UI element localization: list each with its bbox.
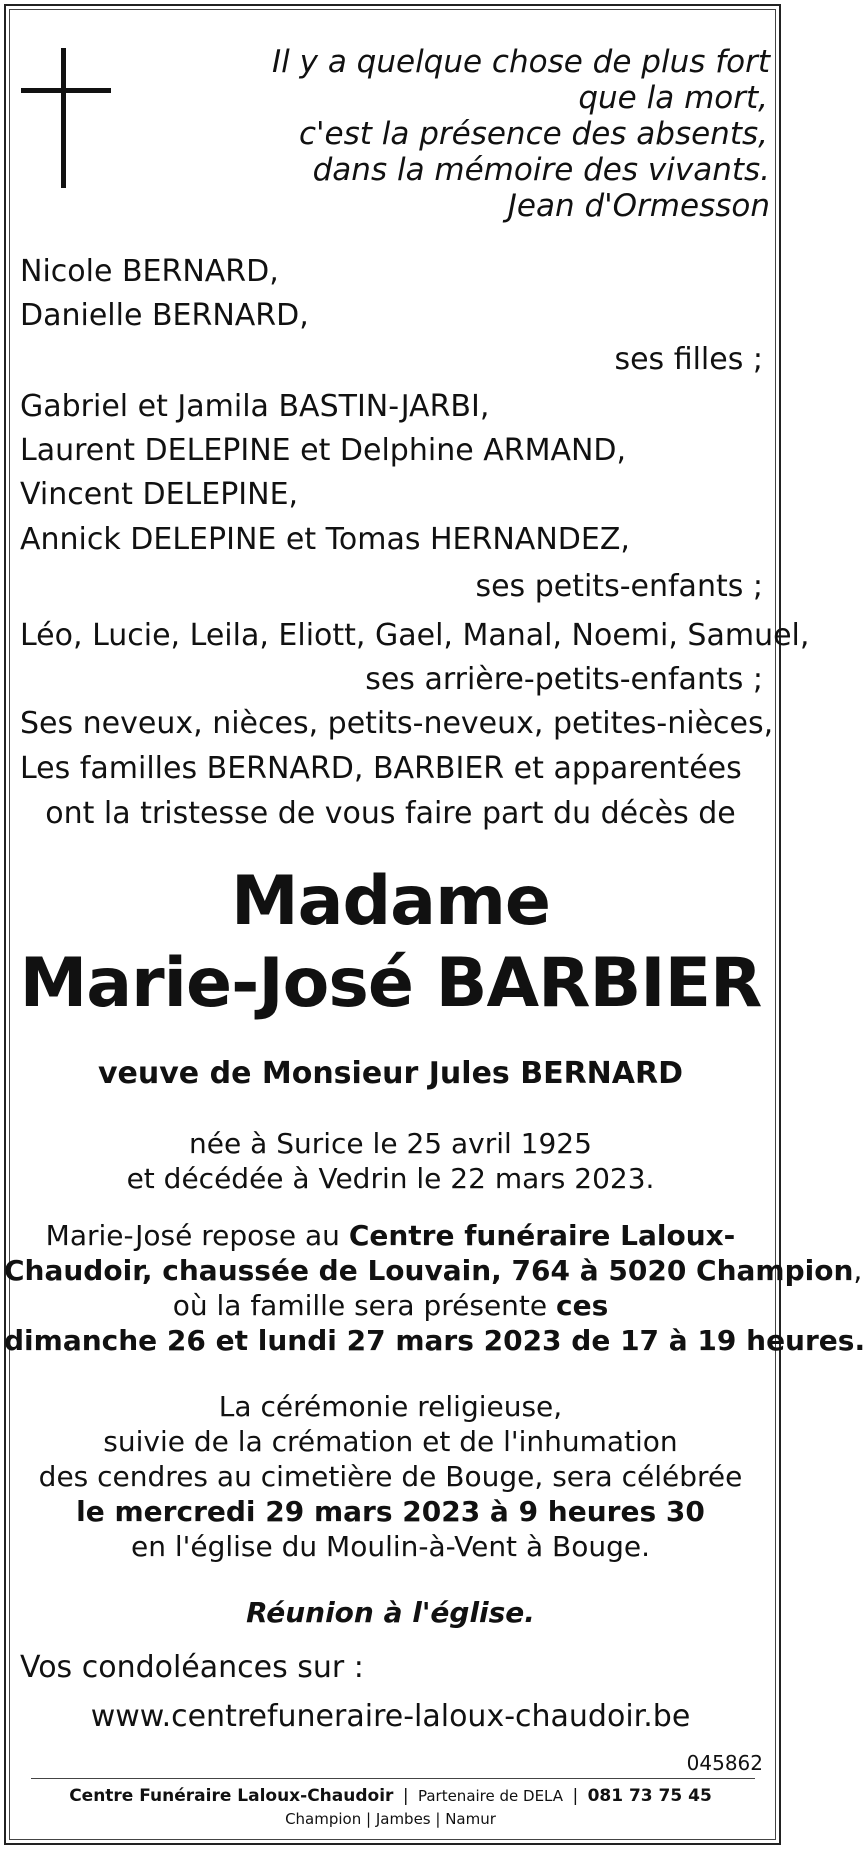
family-member: Léo, Lucie, Leila, Eliott, Gael, Manal, Noemi, Samuel, xyxy=(20,618,810,653)
family-member: Ses neveux, nièces, petits-neveux, petites-nièces, xyxy=(20,706,774,741)
family-member: Laurent DELEPINE et Delphine ARMAND, xyxy=(20,433,627,468)
ceremony-info: La cérémonie religieuse, suivie de la crémation et de l'inhumation des cendres au cimetière de Bouge, sera célébrée le mercredi 29 mars 2023 à 9 heures 30 en l'église du Moulin-à-Vent à Bouge. xyxy=(38,1390,743,1563)
reference-number: 045862 xyxy=(686,1751,763,1775)
visitation-info: Marie-José repose au Centre funéraire Laloux- Chaudoir, chaussée de Louvain, 764 à 5020 Champion, où la famille sera présente ces dimanche 26 et lundi 27 mars 2023 de 17 à 19 heures. xyxy=(4,1219,865,1357)
quote-line: que la mort, xyxy=(578,80,768,116)
family-member: Les familles BERNARD, BARBIER et apparentées xyxy=(20,751,742,786)
family-member: Nicole BERNARD, xyxy=(20,254,279,289)
death-line: et décédée à Vedrin le 22 mars 2023. xyxy=(126,1162,655,1195)
condolences-label: Vos condoléances sur : xyxy=(20,1650,364,1685)
quote-line: dans la mémoire des vivants. xyxy=(312,152,770,188)
family-member: Annick DELEPINE et Tomas HERNANDEZ, xyxy=(20,522,630,557)
obituary-page xyxy=(4,4,865,1845)
company-name: Centre Funéraire Laloux-Chaudoir xyxy=(69,1786,394,1806)
deceased-name: Marie-José BARBIER xyxy=(19,944,762,1023)
partner-label: Partenaire de DELA xyxy=(417,1787,564,1805)
epigraph-quote xyxy=(170,44,770,224)
deceased-title: Madame xyxy=(230,862,551,941)
announcement: ont la tristesse de vous faire part du décès de xyxy=(45,796,736,831)
quote-line: c'est la présence des absents, xyxy=(298,116,768,152)
family-member: Gabriel et Jamila BASTIN-JARBI, xyxy=(20,389,490,424)
relation-label: ses petits-enfants ; xyxy=(475,569,763,604)
footer-company-line: Centre Funéraire Laloux-Chaudoir | Partenaire de DELA | 081 73 75 45 xyxy=(69,1786,712,1806)
family-member: Vincent DELEPINE, xyxy=(20,477,299,512)
family-member: Danielle BERNARD, xyxy=(20,298,309,333)
relation-label: ses filles ; xyxy=(614,342,763,377)
quote-line: Il y a quelque chose de plus fort xyxy=(272,44,770,80)
reunion-note: Réunion à l'église. xyxy=(246,1596,535,1629)
relation-label: ses arrière-petits-enfants ; xyxy=(365,662,763,697)
footer-locations: Champion | Jambes | Namur xyxy=(285,1810,496,1828)
condolences-link[interactable]: www.centrefuneraire-laloux-chaudoir.be xyxy=(90,1699,691,1734)
widow-of: veuve de Monsieur Jules BERNARD xyxy=(97,1056,683,1091)
phone-number: 081 73 75 45 xyxy=(587,1786,712,1806)
birth-line: née à Surice le 25 avril 1925 xyxy=(189,1127,592,1160)
life-dates xyxy=(4,1126,777,1196)
footer-divider xyxy=(31,1778,755,1779)
quote-author: Jean d'Ormesson xyxy=(507,188,770,224)
